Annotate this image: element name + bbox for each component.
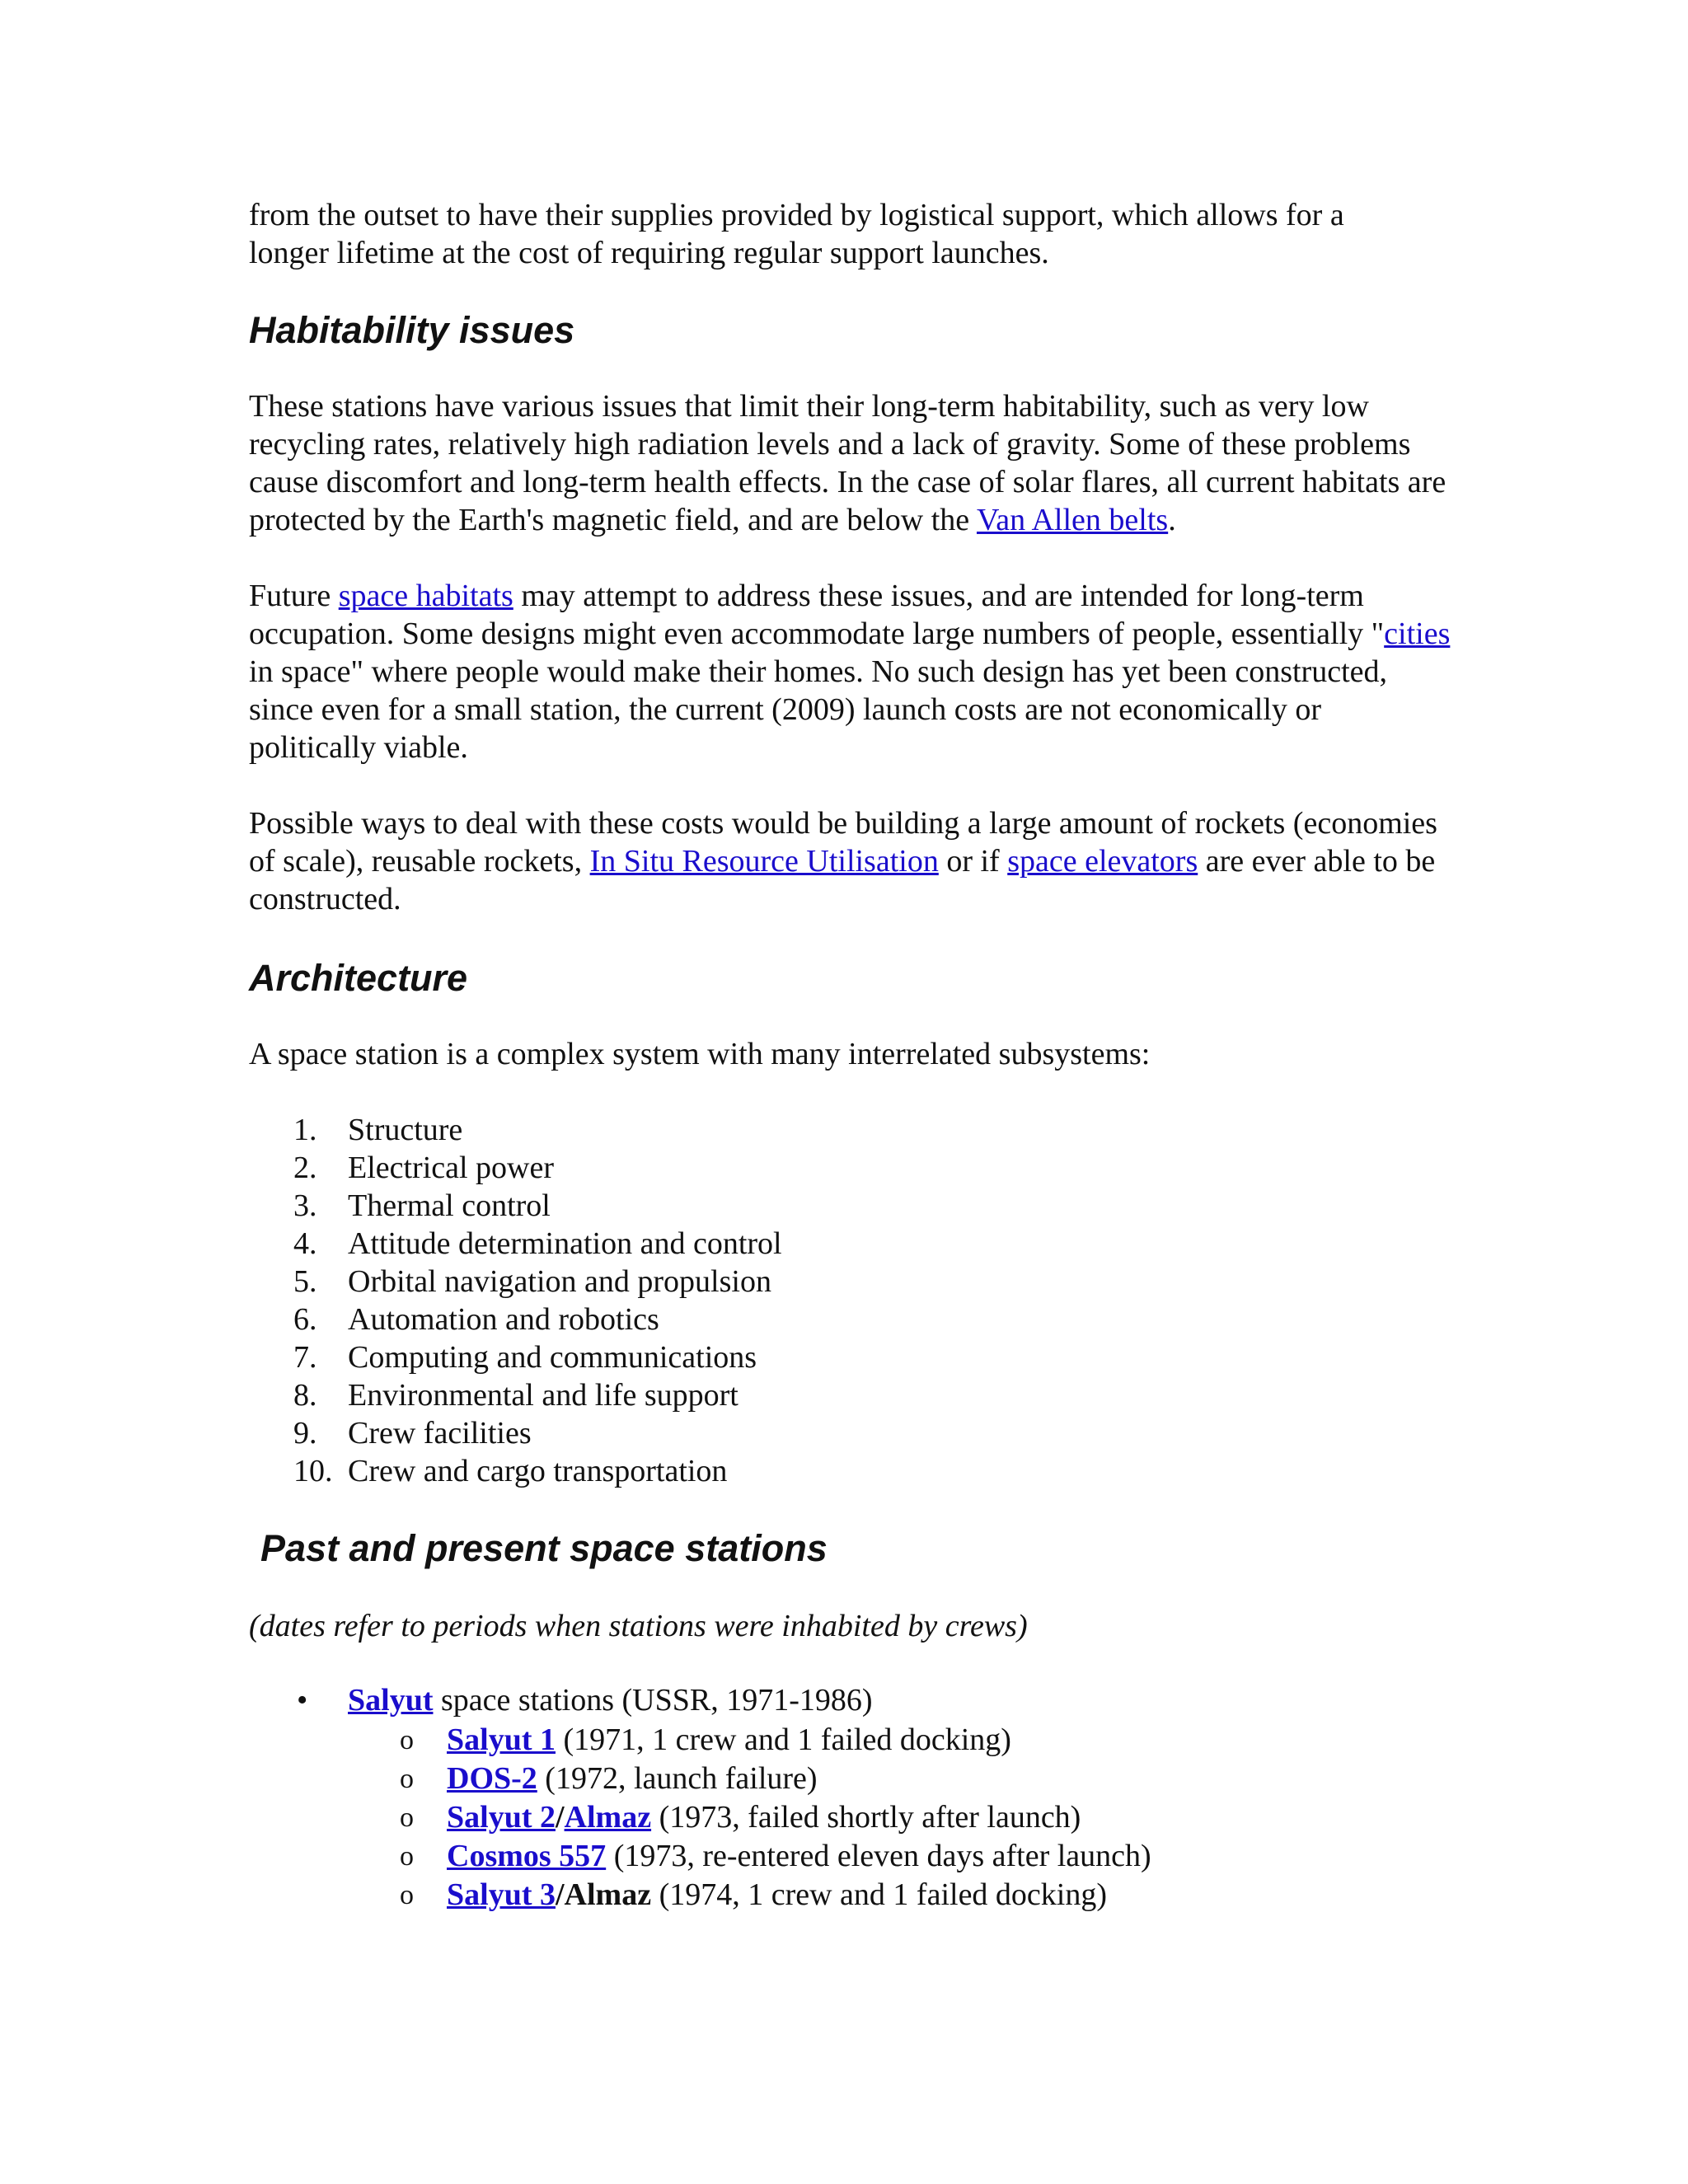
list-item: o DOS-2 (1972, launch failure) <box>249 1760 1452 1798</box>
list-item: 2. Electrical power <box>293 1151 555 1185</box>
link-cities[interactable]: cities <box>1384 616 1451 651</box>
list-item: o Salyut 3/Almaz (1974, 1 crew and 1 failed docking) <box>249 1876 1452 1915</box>
bullet-icon: • <box>297 1683 308 1718</box>
list-item: 7. Computing and communications <box>293 1340 757 1375</box>
circle-bullet-icon: o <box>400 1880 414 1910</box>
link-salyut-2[interactable]: Salyut 2 <box>447 1800 556 1835</box>
list-item: 9. Crew facilities <box>293 1416 532 1451</box>
list-item: 1. Structure <box>293 1113 463 1147</box>
habitability-paragraph-2: Future space habitats may attempt to address these issues, and are intended for long-term occupation. Some designs might even accommodate large numbers of people, essentially "cities in space" where people would make their homes. No such design has yet been constructed, since even for a small station, the current (2009) launch costs are not economically or politically viable. <box>249 579 1451 765</box>
list-item: 5. Orbital navigation and propulsion <box>293 1264 771 1299</box>
link-cosmos-557[interactable]: Cosmos 557 <box>447 1839 607 1873</box>
link-almaz[interactable]: Almaz <box>564 1800 652 1835</box>
salyut-sublist <box>348 1721 1452 1915</box>
heading-past-present-stations: Past and present space stations <box>260 1527 828 1569</box>
list-item: 3. Thermal control <box>293 1188 551 1223</box>
link-in-situ-resource-utilisation[interactable]: In Situ Resource Utilisation <box>589 844 939 879</box>
link-salyut[interactable]: Salyut <box>348 1683 434 1718</box>
list-item-salyut: • Salyut space stations (USSR, 1971-1986) o Salyut 1 (1971, 1 crew and 1 failed docking) o DOS-2 (1972, launch failure) o Salyut 2/Almaz (1973, failed shortly after launch) o Cosmos 557 (1973, re-entered eleven days after launch) o Salyut 3/Almaz (1974, 1 crew and 1 failed docking) <box>249 1681 1452 1915</box>
list-item: 4. Attitude determination and control <box>293 1226 782 1261</box>
page-content <box>249 196 1452 1915</box>
intro-paragraph: from the outset to have their supplies provided by logistical support, which allows for a longer lifetime at the cost of requiring regular support launches. <box>249 198 1344 270</box>
link-space-habitats[interactable]: space habitats <box>338 579 513 613</box>
habitability-paragraph-3: Possible ways to deal with these costs would be building a large amount of rockets (economies of scale), reusable rockets, In Situ Resource Utilisation or if space elevators are ever able to be constructed. <box>249 806 1437 916</box>
circle-bullet-icon: o <box>400 1841 414 1872</box>
list-item: 8. Environmental and life support <box>293 1378 738 1413</box>
list-item: o Cosmos 557 (1973, re-entered eleven days after launch) <box>249 1837 1452 1876</box>
stations-list <box>249 1681 1452 1915</box>
list-item: 6. Automation and robotics <box>293 1302 659 1337</box>
circle-bullet-icon: o <box>400 1764 414 1794</box>
list-item: 10. Crew and cargo transportation <box>293 1454 728 1488</box>
list-item: o Salyut 2/Almaz (1973, failed shortly after launch) <box>249 1798 1452 1837</box>
heading-habitability: Habitability issues <box>249 309 575 351</box>
list-item: o Salyut 1 (1971, 1 crew and 1 failed docking) <box>249 1721 1452 1760</box>
link-van-allen-belts[interactable]: Van Allen belts <box>976 503 1169 537</box>
subsystems-list <box>249 1111 1452 1490</box>
circle-bullet-icon: o <box>400 1725 414 1755</box>
link-space-elevators[interactable]: space elevators <box>1007 844 1198 879</box>
heading-architecture: Architecture <box>249 957 468 999</box>
link-dos-2[interactable]: DOS-2 <box>447 1761 537 1796</box>
link-salyut-3[interactable]: Salyut 3 <box>447 1877 556 1912</box>
link-salyut-1[interactable]: Salyut 1 <box>447 1722 556 1757</box>
architecture-intro: A space station is a complex system with many interrelated subsystems: <box>249 1037 1151 1071</box>
dates-note: (dates refer to periods when stations were inhabited by crews) <box>249 1609 1028 1643</box>
circle-bullet-icon: o <box>400 1802 414 1833</box>
habitability-paragraph-1: These stations have various issues that limit their long-term habitability, such as very low recycling rates, relatively high radiation levels and a lack of gravity. Some of these problems cause discomfort and long-term health effects. In the case of solar flares, all current habitats are protected by the Earth's magnetic field, and are below the Van Allen belts. <box>249 389 1447 537</box>
